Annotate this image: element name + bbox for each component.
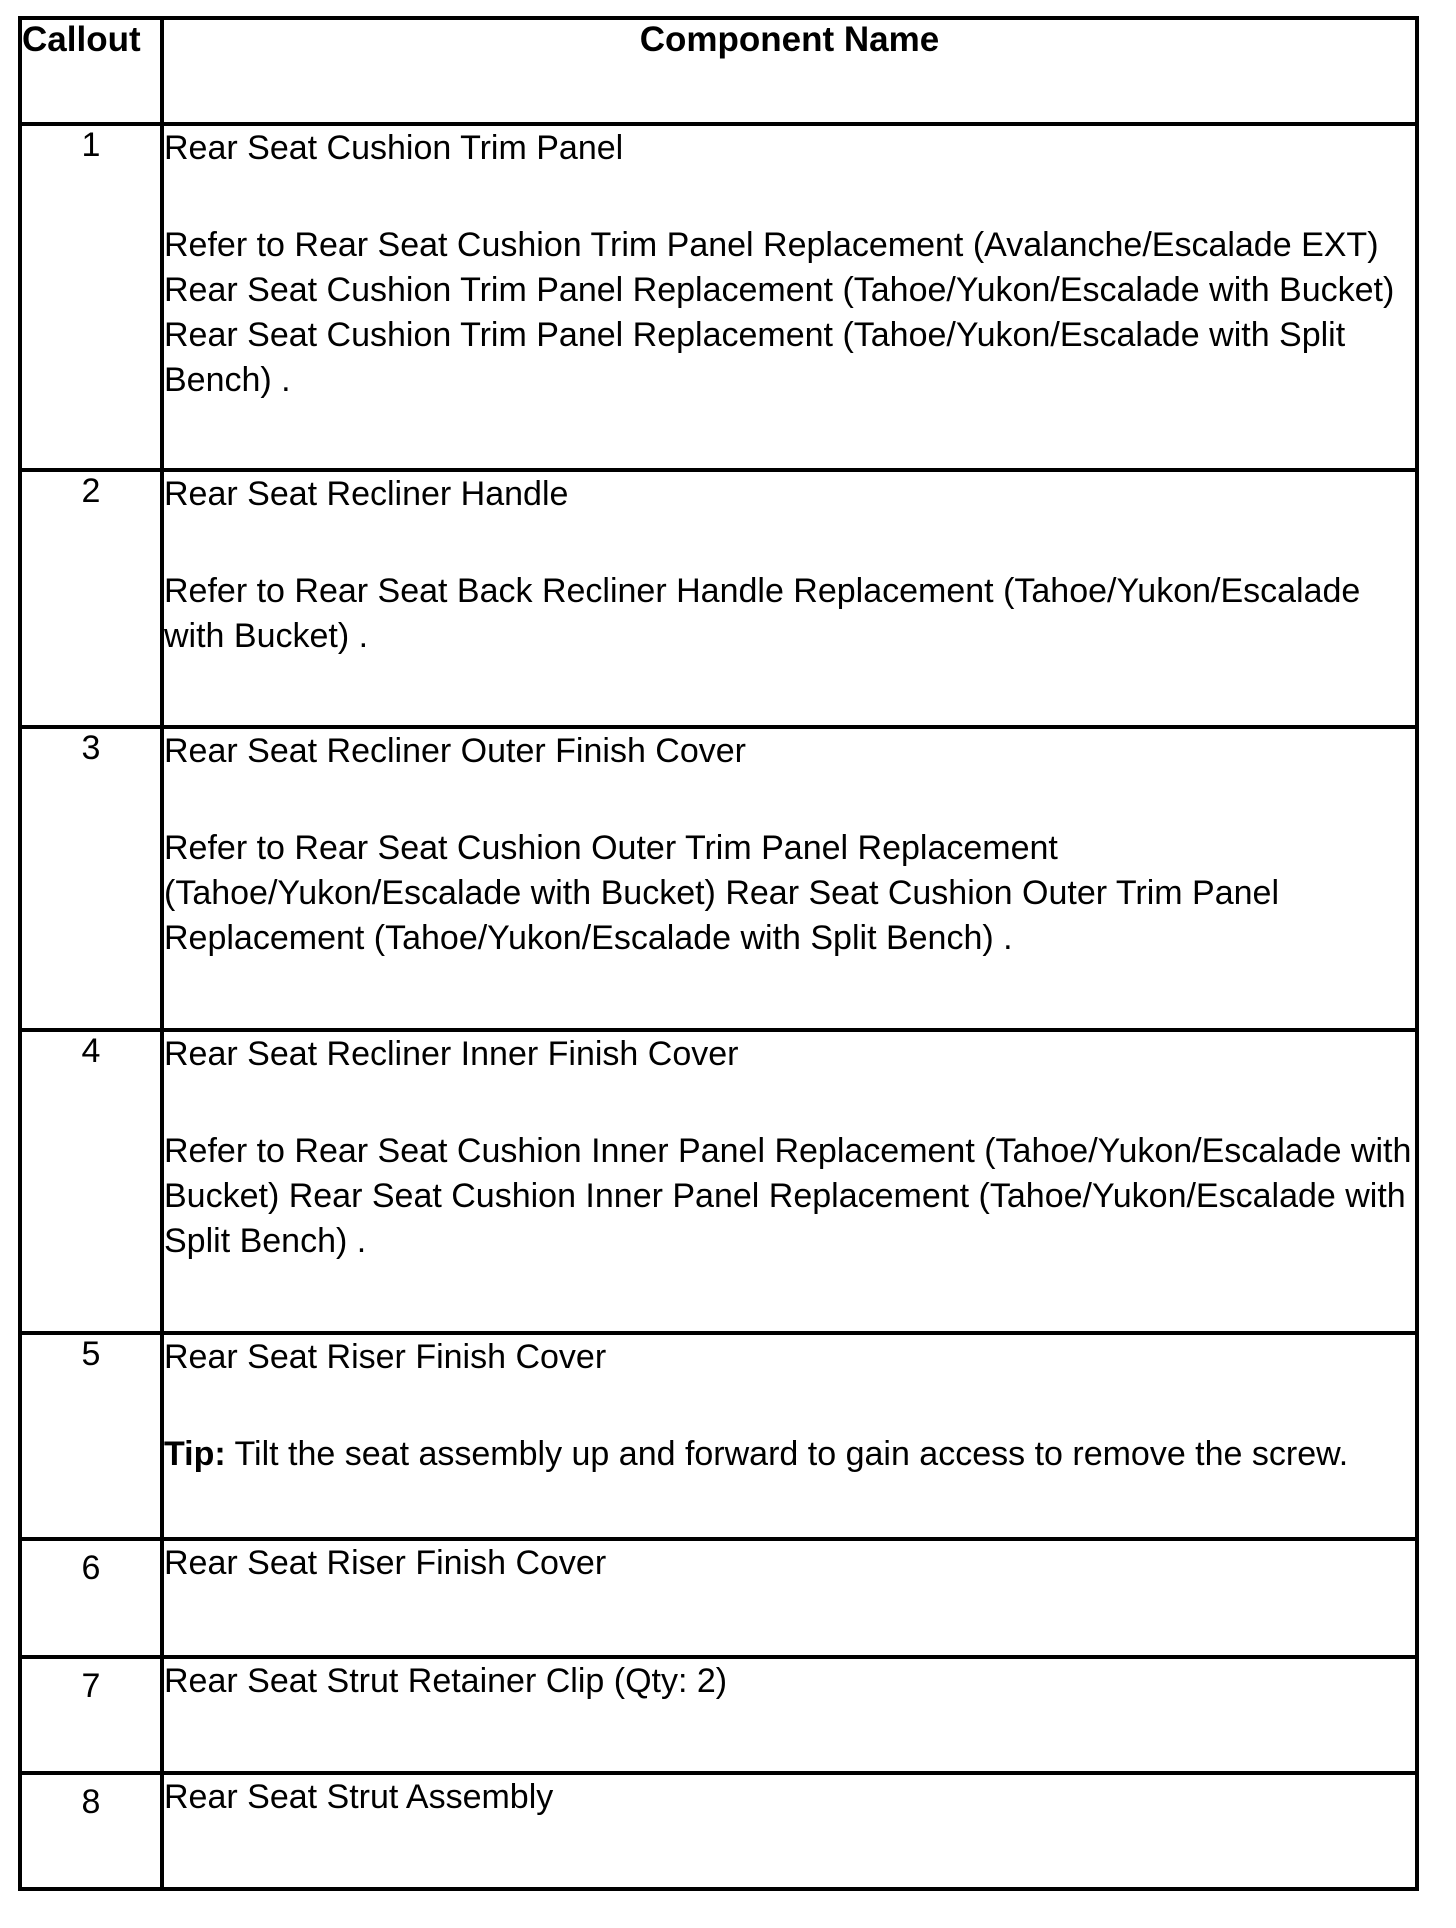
component-reference: Refer to Rear Seat Cushion Trim Panel Replacement (Avalanche/Escalade EXT) Rear Seat Cushion Trim Panel Replacement (Tahoe/Yukon/Escalade with Bucket) Rear Seat Cushion Trim Panel Replacement (Tahoe/Yukon/Escalade with Split Bench) . <box>164 226 1395 399</box>
component-title: Rear Seat Riser Finish Cover <box>164 1544 607 1582</box>
callout-number: 8 <box>20 1773 162 1889</box>
callout-number: 4 <box>20 1030 162 1333</box>
tip-text: Tilt the seat assembly up and forward to gain access to remove the screw. <box>225 1435 1349 1473</box>
component-title: Rear Seat Recliner Handle <box>164 475 569 513</box>
table-row <box>20 1657 1417 1773</box>
tip-label: Tip: <box>164 1435 226 1473</box>
callout-table <box>18 16 1419 1891</box>
table-row <box>20 470 1417 727</box>
component-tip <box>164 1432 1415 1477</box>
callout-number: 7 <box>20 1657 162 1773</box>
header-row <box>20 18 1417 124</box>
callout-number: 1 <box>20 124 162 470</box>
component-reference: Refer to Rear Seat Cushion Inner Panel Replacement (Tahoe/Yukon/Escalade with Bucket) Rear Seat Cushion Inner Panel Replacement (Tahoe/Yukon/Escalade with Split Bench) . <box>164 1132 1412 1260</box>
callout-number: 3 <box>20 727 162 1030</box>
component-name-column-header: Component Name <box>162 18 1417 124</box>
component-title: Rear Seat Recliner Outer Finish Cover <box>164 732 747 770</box>
table-row <box>20 1773 1417 1889</box>
component-cell <box>162 727 1417 1030</box>
component-cell <box>162 1539 1417 1657</box>
callout-number: 2 <box>20 470 162 727</box>
table-row <box>20 124 1417 470</box>
component-reference: Refer to Rear Seat Cushion Outer Trim Panel Replacement (Tahoe/Yukon/Escalade with Bucket) Rear Seat Cushion Outer Trim Panel Replacement (Tahoe/Yukon/Escalade with Split Bench) . <box>164 829 1280 957</box>
callout-number: 6 <box>20 1539 162 1657</box>
table-row <box>20 727 1417 1030</box>
component-title: Rear Seat Recliner Inner Finish Cover <box>164 1035 739 1073</box>
component-title: Rear Seat Cushion Trim Panel <box>164 129 624 167</box>
component-cell <box>162 1773 1417 1889</box>
table-row <box>20 1539 1417 1657</box>
component-cell <box>162 1333 1417 1539</box>
component-reference: Refer to Rear Seat Back Recliner Handle Replacement (Tahoe/Yukon/Escalade with Bucket) . <box>164 572 1361 655</box>
component-cell <box>162 1657 1417 1773</box>
component-title: Rear Seat Strut Retainer Clip (Qty: 2) <box>164 1662 728 1700</box>
component-cell <box>162 1030 1417 1333</box>
table-row <box>20 1030 1417 1333</box>
component-title: Rear Seat Riser Finish Cover <box>164 1338 607 1376</box>
callout-number: 5 <box>20 1333 162 1539</box>
component-title: Rear Seat Strut Assembly <box>164 1778 554 1816</box>
table-row <box>20 1333 1417 1539</box>
callout-column-header: Callout <box>20 18 162 124</box>
component-cell <box>162 470 1417 727</box>
component-cell <box>162 124 1417 470</box>
